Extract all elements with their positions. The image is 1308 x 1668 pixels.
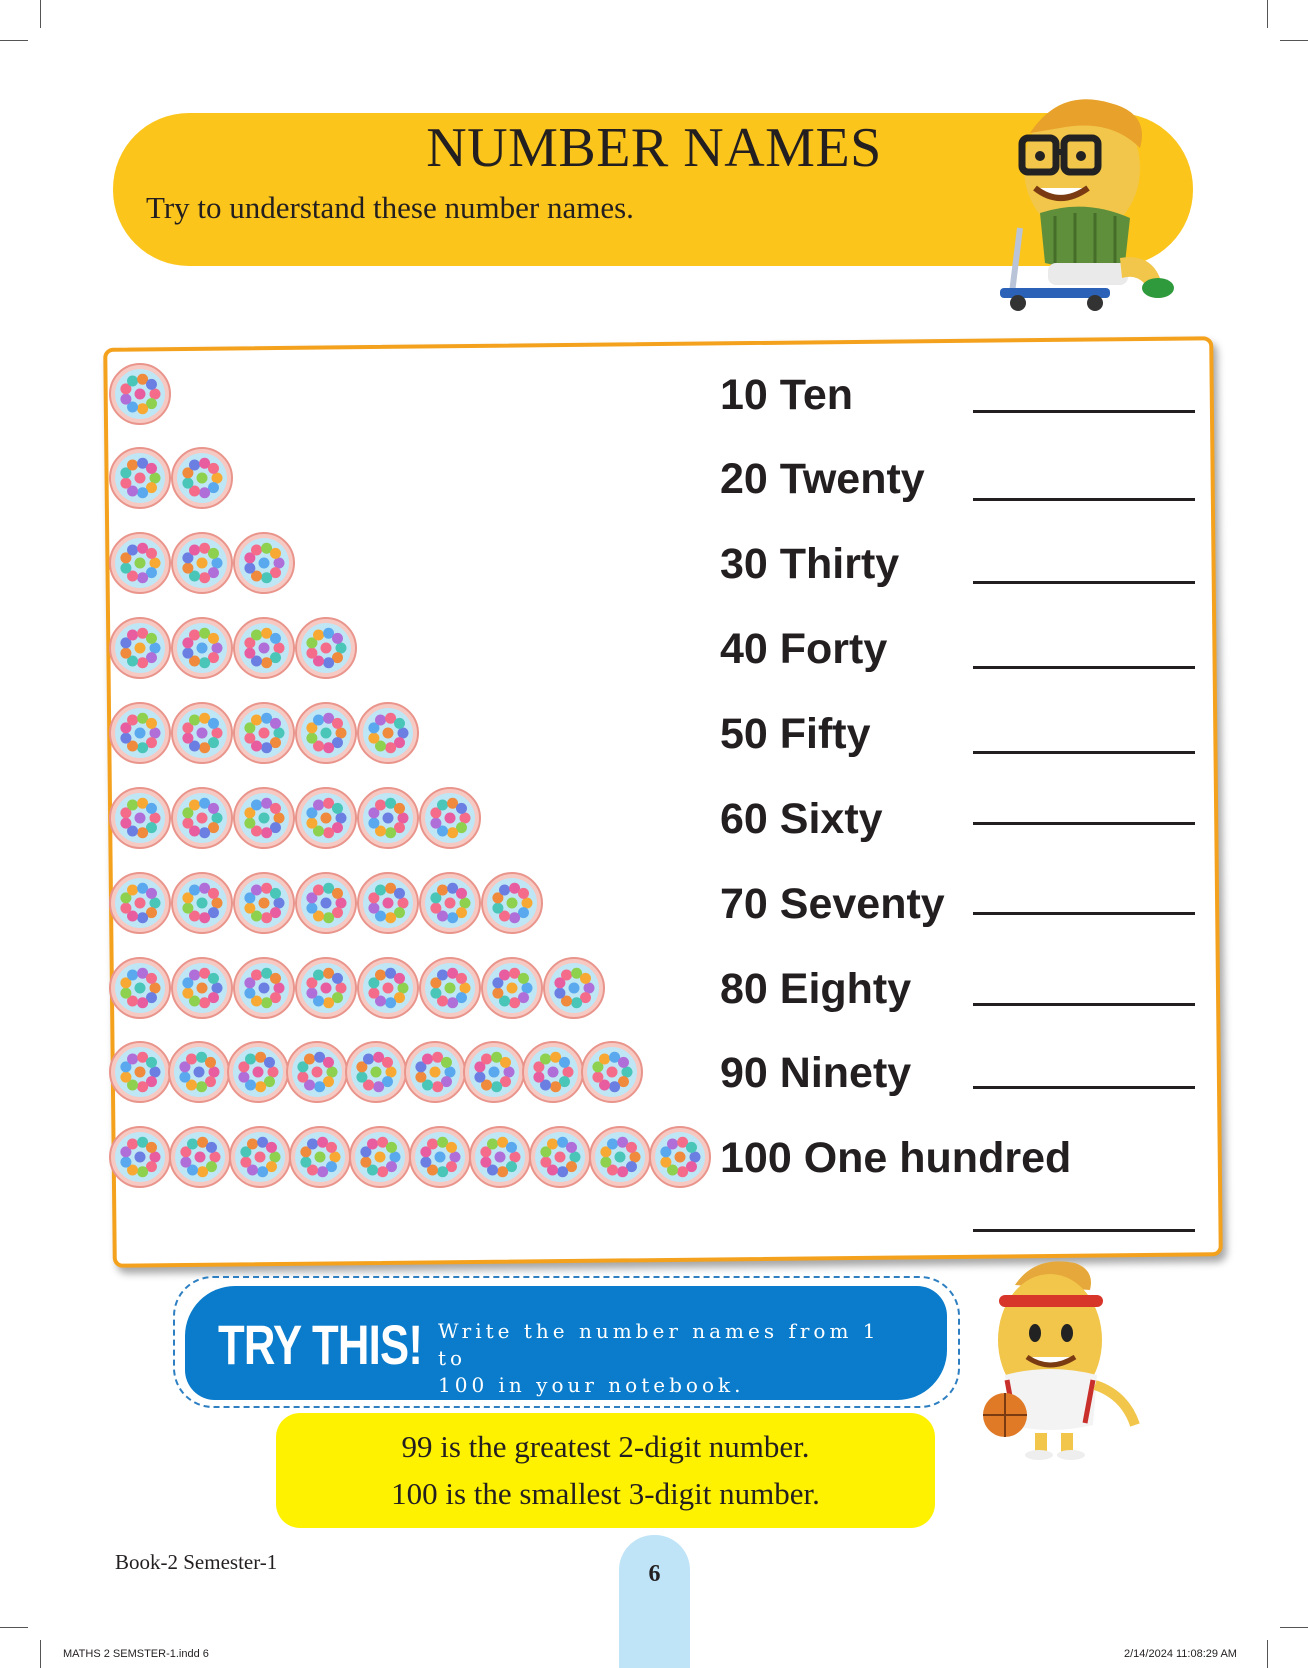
bead-plate (170, 1127, 230, 1187)
bead-plate (110, 873, 170, 933)
bead-plate (296, 958, 356, 1018)
bead-plate (234, 533, 294, 593)
bead-plate (110, 958, 170, 1018)
number-name-40: 40 Forty (720, 625, 888, 673)
answer-line[interactable] (973, 498, 1195, 501)
bead-plate (530, 1127, 590, 1187)
bead-plate (420, 788, 480, 848)
answer-line[interactable] (973, 1003, 1195, 1006)
number-name-30: 30 Thirty (720, 540, 900, 588)
bead-plate (234, 788, 294, 848)
bead-plate (420, 873, 480, 933)
slug-filename: MATHS 2 SEMSTER-1.indd 6 (63, 1648, 209, 1660)
bead-plate (350, 1127, 410, 1187)
bead-plate (650, 1127, 710, 1187)
answer-line[interactable] (973, 1086, 1195, 1089)
bead-plate (172, 958, 232, 1018)
bead-plate (110, 703, 170, 763)
bead-plate (172, 873, 232, 933)
number-name-20: 20 Twenty (720, 455, 925, 503)
bead-plate (420, 958, 480, 1018)
bead-plate (110, 448, 170, 508)
bead-plate (405, 1042, 465, 1102)
bead-plate (110, 533, 170, 593)
bead-plate (169, 1042, 229, 1102)
bead-plate (172, 618, 232, 678)
bead-plate (358, 788, 418, 848)
page-number-tab (619, 1535, 690, 1668)
answer-line[interactable] (973, 912, 1195, 915)
number-name-100: 100 One hundred (720, 1134, 1072, 1182)
bead-plate (230, 1127, 290, 1187)
bead-plate (172, 703, 232, 763)
bead-plate (296, 788, 356, 848)
try-this-text (438, 1318, 898, 1399)
bead-plate (544, 958, 604, 1018)
answer-line[interactable] (973, 751, 1195, 754)
book-label: Book-2 Semester-1 (115, 1550, 278, 1574)
bead-plate (110, 1042, 170, 1102)
bead-plate (172, 788, 232, 848)
number-name-10: 10 Ten (720, 371, 854, 419)
answer-line[interactable] (973, 410, 1195, 413)
bead-plate (464, 1042, 524, 1102)
bead-plate (290, 1127, 350, 1187)
number-name-90: 90 Ninety (720, 1049, 912, 1097)
answer-line[interactable] (973, 1229, 1195, 1232)
try-this-line-1: Write the number names from 1 to (438, 1319, 880, 1370)
page-subtitle: Try to understand these number names. (146, 190, 634, 225)
bead-plate (172, 533, 232, 593)
answer-line[interactable] (973, 666, 1195, 669)
bead-plate (234, 618, 294, 678)
bead-plate (582, 1042, 642, 1102)
bead-plate (470, 1127, 530, 1187)
bead-plate (110, 364, 170, 424)
bead-plate (358, 703, 418, 763)
number-name-70: 70 Seventy (720, 880, 945, 928)
bead-plate (110, 788, 170, 848)
bead-plate (296, 703, 356, 763)
bead-plate (296, 873, 356, 933)
bead-plate (228, 1042, 288, 1102)
bead-plate (482, 958, 542, 1018)
bead-plate (234, 703, 294, 763)
number-name-60: 60 Sixty (720, 795, 883, 843)
answer-line[interactable] (973, 822, 1195, 825)
bead-plate (234, 873, 294, 933)
slug-timestamp: 2/14/2024 11:08:29 AM (1124, 1648, 1237, 1660)
bead-plate (172, 448, 232, 508)
bead-plate (410, 1127, 470, 1187)
bead-plate (287, 1042, 347, 1102)
bead-plate (346, 1042, 406, 1102)
answer-line[interactable] (973, 581, 1195, 584)
try-this-title: TRY THIS! (218, 1313, 423, 1376)
number-name-80: 80 Eighty (720, 965, 912, 1013)
bead-plate (358, 958, 418, 1018)
bead-plate (110, 618, 170, 678)
fact-smallest-3-digit: 100 is the smallest 3-digit number. (391, 1476, 820, 1511)
number-name-50: 50 Fifty (720, 710, 871, 758)
bead-plate (358, 873, 418, 933)
bead-plate (482, 873, 542, 933)
mascot-basketball-illustration (975, 1255, 1155, 1460)
bead-plate (110, 1127, 170, 1187)
page-number: 6 (648, 1561, 661, 1587)
try-this-line-2: 100 in your notebook. (438, 1373, 745, 1397)
fact-greatest-2-digit: 99 is the greatest 2-digit number. (401, 1429, 810, 1464)
bead-plate (234, 958, 294, 1018)
bead-plate (523, 1042, 583, 1102)
bead-plate (590, 1127, 650, 1187)
bead-plate (296, 618, 356, 678)
page-title: NUMBER NAMES (426, 117, 882, 179)
